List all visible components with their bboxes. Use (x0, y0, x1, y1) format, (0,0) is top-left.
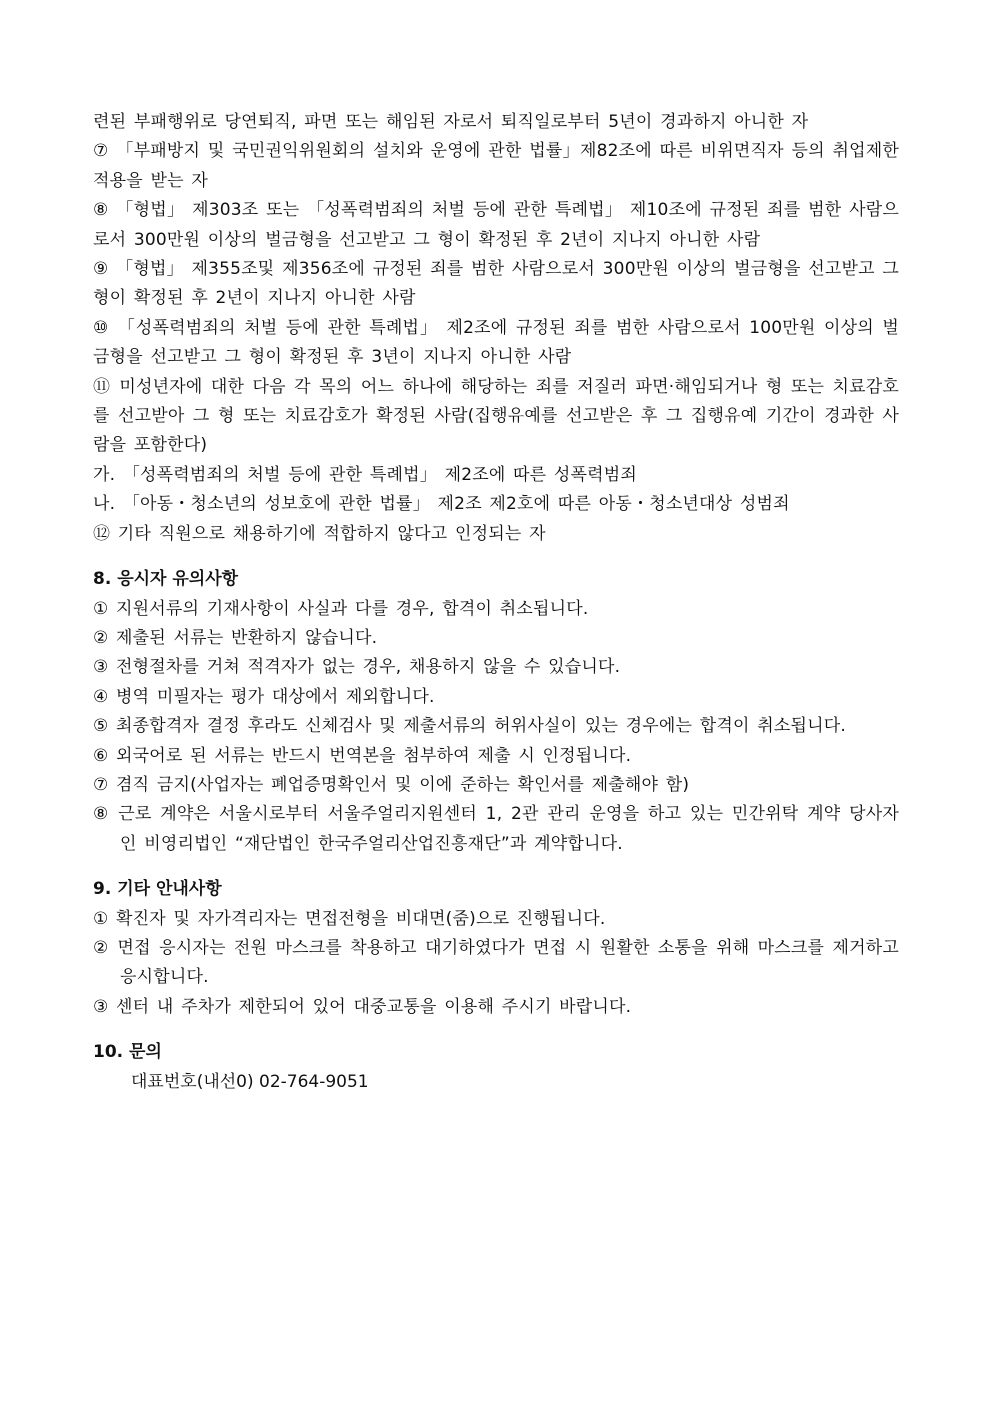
notice-item: ⑦ 겸직 금지(사업자는 폐업증명확인서 및 이에 준하는 확인서를 제출해야 함) (93, 774, 690, 795)
disqualification-item-6-continued: 련된 부패행위로 당연퇴직, 파면 또는 해임된 자로서 퇴직일로부터 5년이 경과하지 아니한 자 (93, 112, 809, 132)
section-10 (93, 1038, 899, 1097)
disqualification-item-9: ⑨ 「형법」 제355조및 제356조에 규정된 죄를 범한 사람으로서 300만원 이상의 벌금형을 선고받고 그 형이 확정된 후 2년이 지나지 아니한 사람 (93, 259, 899, 309)
notice-item: ③ 전형절차를 거쳐 적격자가 없는 경우, 채용하지 않을 수 있습니다. (93, 657, 621, 678)
notice-item: ⑥ 외국어로 된 서류는 반드시 번역본을 첨부하여 제출 시 인정됩니다. (93, 745, 632, 766)
notice-item: ④ 병역 미필자는 평가 대상에서 제외합니다. (93, 686, 435, 707)
section-8 (93, 565, 899, 859)
disqualification-item-11: ⑪ 미성년자에 대한 다음 각 목의 어느 하나에 해당하는 죄를 저질러 파면·해임되거나 형 또는 치료감호를 선고받아 그 형 또는 치료감호가 확정된 사람(집행유예를 선고받은 후 그 집행유예 기간이 경과한 사람을 포함한다) (93, 376, 899, 456)
disqualification-item-8: ⑧ 「형법」 제303조 또는 「성폭력범죄의 처벌 등에 관한 특례법」 제10조에 규정된 죄를 범한 사람으로서 300만원 이상의 벌금형을 선고받고 그 형이 확정된 후 2년이 지나지 아니한 사람 (93, 200, 899, 250)
section-7-continued (93, 108, 899, 549)
section-9-heading: 9. 기타 안내사항 (93, 879, 222, 900)
notice-item: ② 제출된 서류는 반환하지 않습니다. (93, 627, 378, 648)
disqualification-subitem-ga: 가. 「성폭력범죄의 처벌 등에 관한 특례법」 제2조에 따른 성폭력범죄 (93, 464, 638, 485)
notice-item: ⑧ 근로 계약은 서울시로부터 서울주얼리지원센터 1, 2관 관리 운영을 하고 있는 민간위탁 계약 당사자인 비영리법인 “재단법인 한국주얼리산업진흥재단”과 계약합니다. (93, 804, 899, 854)
notice-item: ⑤ 최종합격자 결정 후라도 신체검사 및 제출서류의 허위사실이 있는 경우에는 합격이 취소됩니다. (93, 716, 846, 737)
info-item: ① 확진자 및 자가격리자는 면접전형을 비대면(줌)으로 진행됩니다. (93, 908, 606, 929)
disqualification-item-12: ⑫ 기타 직원으로 채용하기에 적합하지 않다고 인정되는 자 (93, 523, 546, 544)
info-item: ② 면접 응시자는 전원 마스크를 착용하고 대기하였다가 면접 시 원활한 소통을 위해 마스크를 제거하고 응시합니다. (93, 937, 899, 988)
section-8-heading: 8. 응시자 유의사항 (93, 569, 239, 590)
section-9 (93, 875, 899, 1022)
disqualification-item-10: ⑩ 「성폭력범죄의 처벌 등에 관한 특례법」 제2조에 규정된 죄를 범한 사람으로서 100만원 이상의 벌금형을 선고받고 그 형이 확정된 후 3년이 지나지 아니한 사람 (93, 317, 899, 368)
disqualification-subitem-na: 나. 「아동・청소년의 성보호에 관한 법률」 제2조 제2호에 따른 아동・청소년대상 성범죄 (93, 494, 790, 515)
section-10-heading: 10. 문의 (93, 1042, 162, 1063)
notice-item: ① 지원서류의 기재사항이 사실과 다를 경우, 합격이 취소됩니다. (93, 598, 589, 619)
contact-phone: 대표번호(내선0) 02-764-9051 (131, 1071, 369, 1092)
disqualification-item-7: ⑦ 「부패방지 및 국민권익위원회의 설치와 운영에 관한 법률」제82조에 따른 비위면직자 등의 취업제한 적용을 받는 자 (93, 141, 899, 191)
document-page (93, 108, 899, 1097)
info-item: ③ 센터 내 주차가 제한되어 있어 대중교통을 이용해 주시기 바랍니다. (93, 996, 632, 1017)
